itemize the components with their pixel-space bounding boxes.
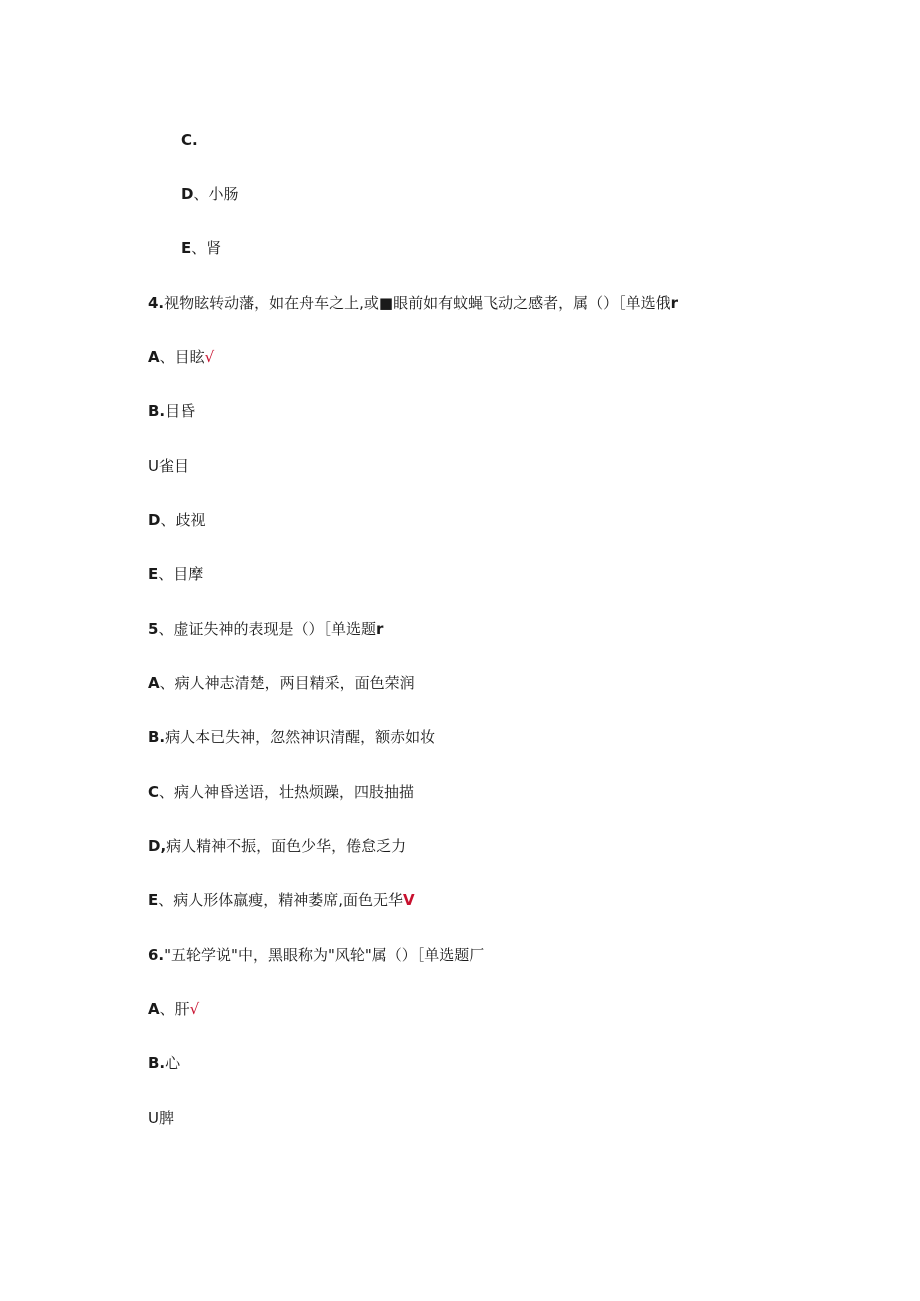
question-4: 4.视物眩转动藩，如在舟车之上,或■眼前如有蚊蝇飞动之感者，属（）［单选俄r [148, 294, 678, 312]
q5-option-b: B.病人本已失神，忽然神识清醒，额赤如妆 [148, 728, 436, 746]
question-5: 5、虚证失神的表现是（）［单选题r [148, 620, 384, 638]
correct-check-mark: √ [189, 1000, 200, 1018]
question-6: 6."五轮学说"中，黑眼称为"风轮"属（）［单选题厂 [148, 946, 485, 964]
q5-option-e: E、病人形体羸瘦，精神萎席,面色无华V [148, 891, 415, 909]
q6-option-b: B.心 [148, 1054, 181, 1072]
option-e-kidney: E、肾 [181, 239, 222, 257]
q5-option-a: A、病人神志清楚，两目精采，面色荣润 [148, 674, 415, 692]
q4-option-d: D、歧视 [148, 511, 206, 529]
q5-option-c: C、病人神昏送语，壮热烦躁，四肢抽描 [148, 783, 415, 801]
correct-check-mark: V [403, 891, 415, 909]
correct-check-mark: √ [204, 348, 215, 366]
option-c-partial: C. [181, 131, 198, 149]
q4-option-c: U雀目 [148, 457, 189, 475]
option-d-small-intestine: D、小肠 [181, 185, 239, 203]
q6-option-c: U脾 [148, 1109, 174, 1127]
q6-option-a: A、肝√ [148, 1000, 200, 1018]
q5-option-d: D,病人精神不振，面色少华，倦怠乏力 [148, 837, 407, 855]
q4-option-b: B.目昏 [148, 402, 196, 420]
q4-option-e: E、目摩 [148, 565, 204, 583]
q4-option-a: A、目眩√ [148, 348, 215, 366]
